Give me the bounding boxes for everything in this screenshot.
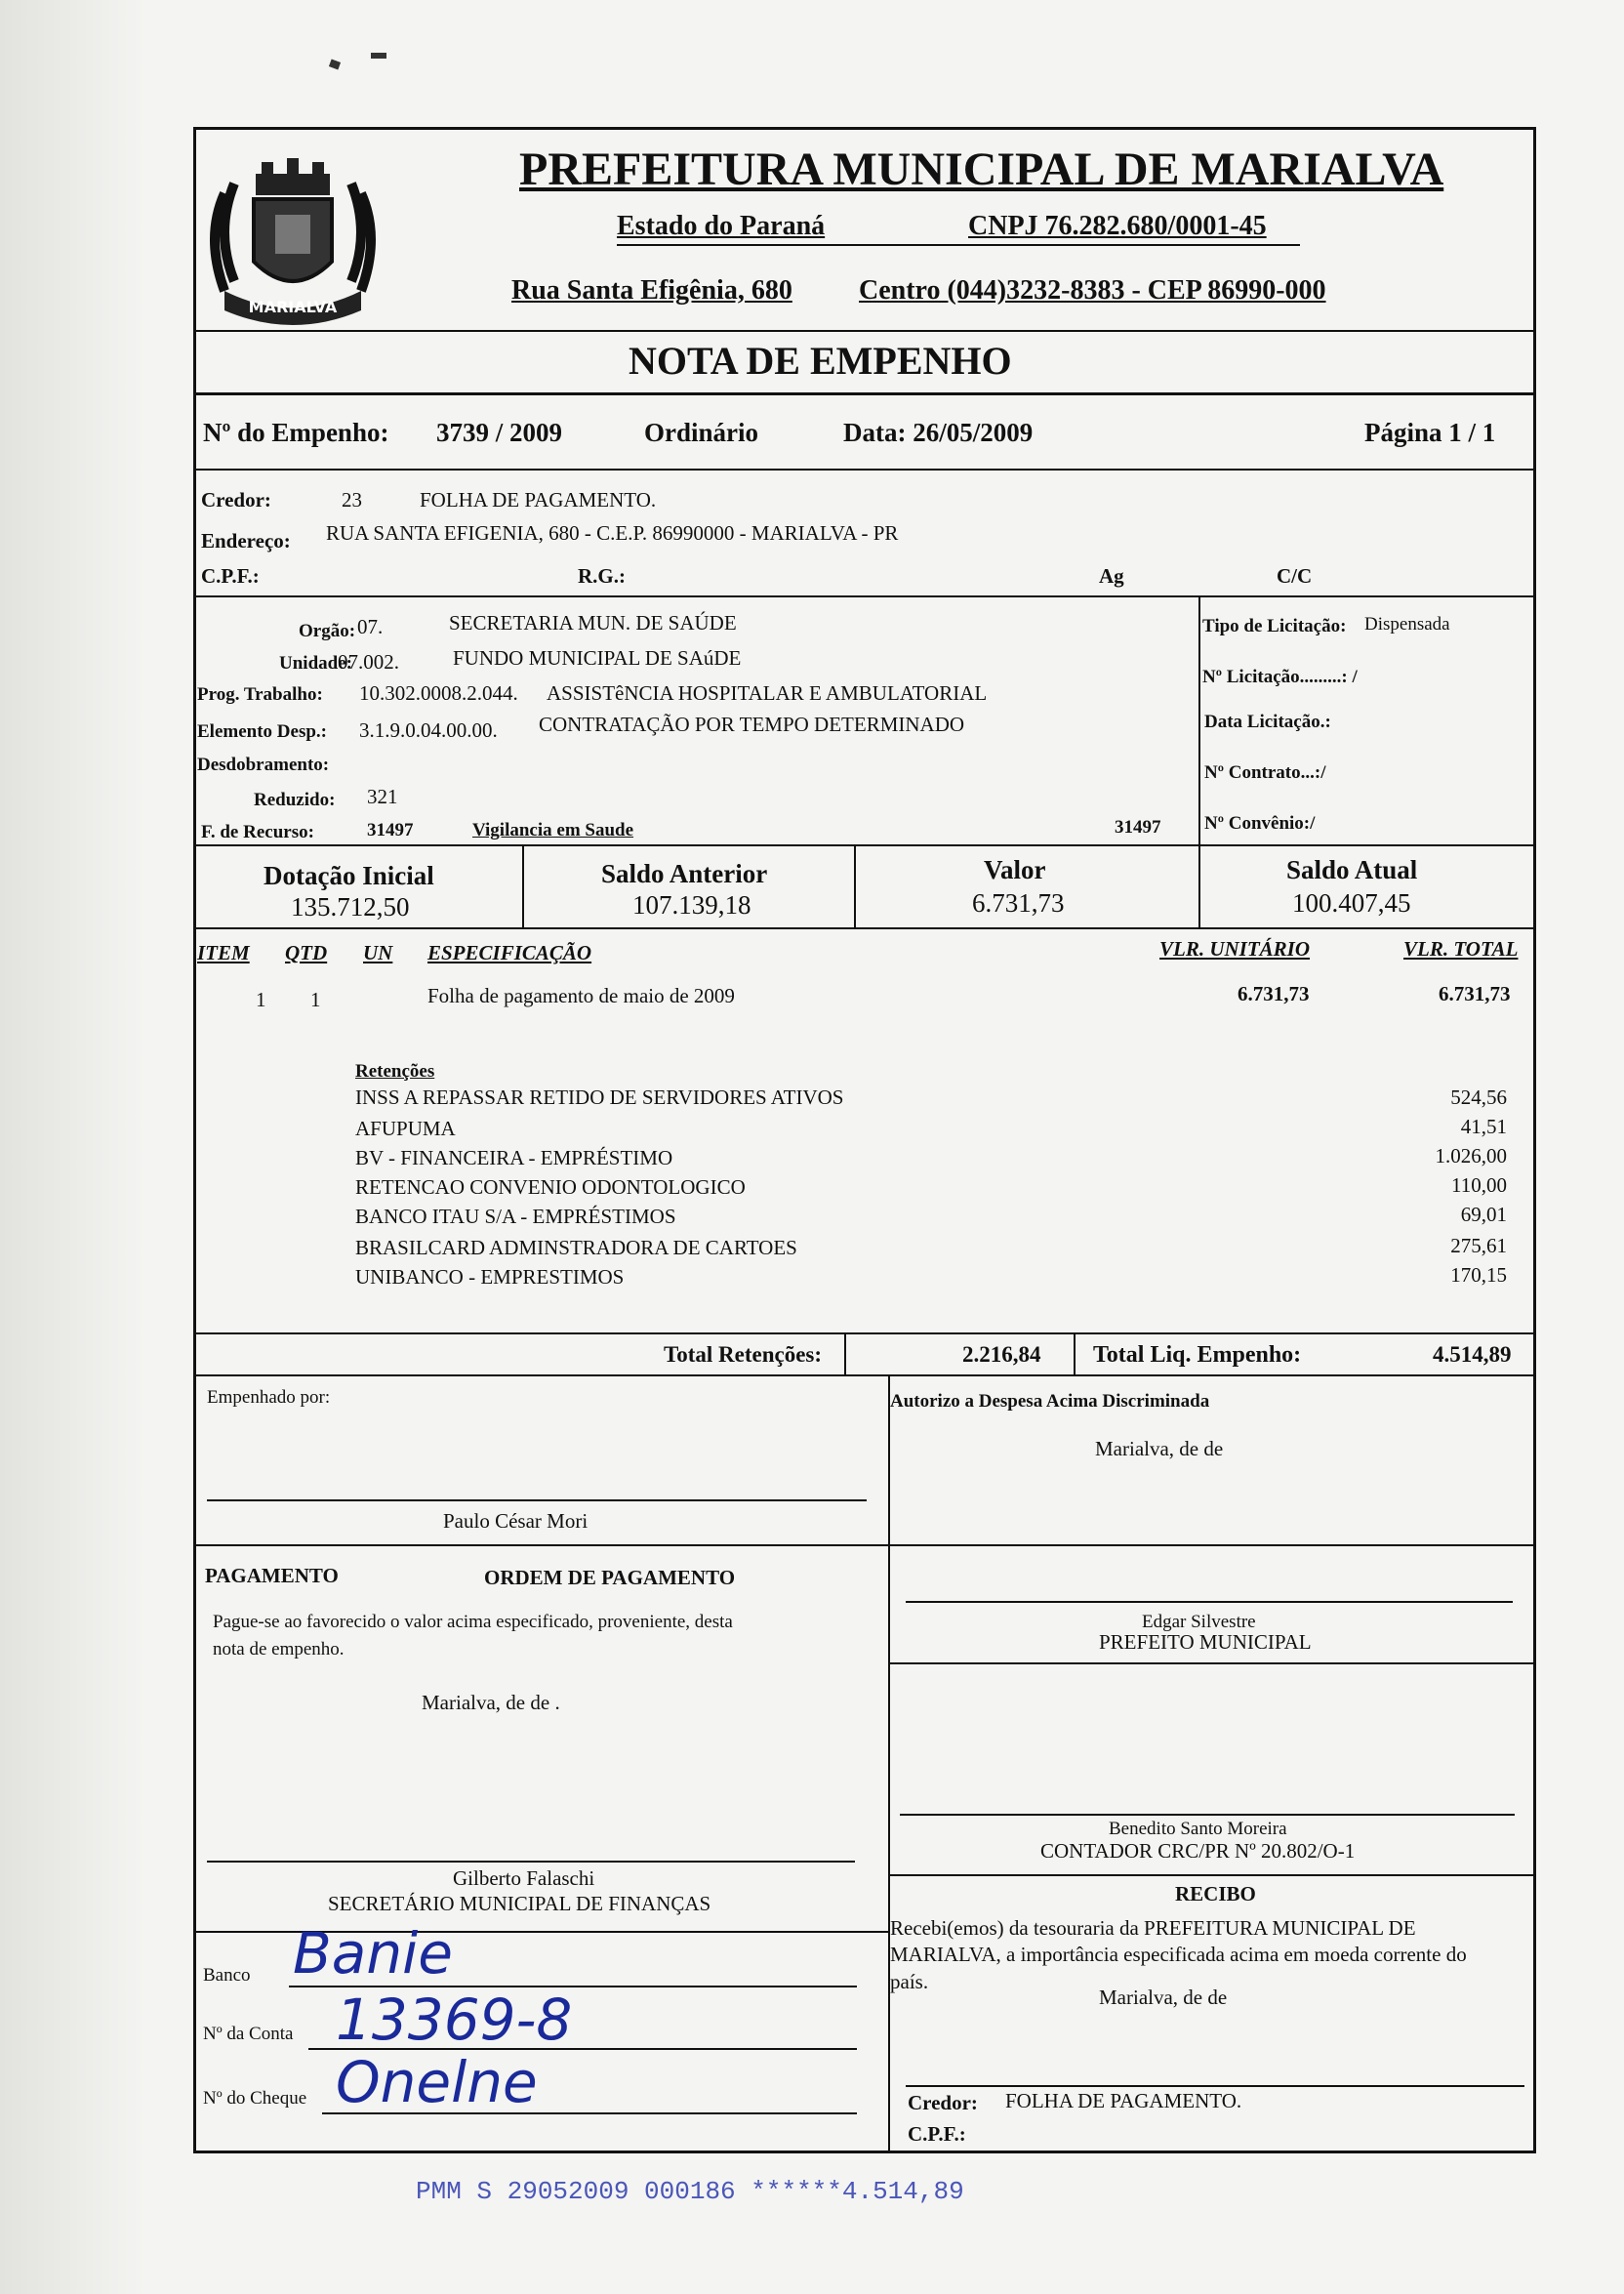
page-title: PREFEITURA MUNICIPAL DE MARIALVA (519, 143, 1444, 195)
rule (888, 1662, 1536, 1664)
payment-stamp: PMM S 29052009 000186 ******4.514,89 (416, 2177, 964, 2206)
crest-label: MARIALVA (248, 298, 338, 316)
rule (1198, 595, 1200, 844)
total-retencoes-value: 2.216,84 (962, 1342, 1041, 1367)
cnpj-label: CNPJ 76.282.680/0001-45 (968, 211, 1267, 241)
signature-line (207, 1499, 867, 1501)
rule (193, 844, 1536, 846)
total-liquido-value: 4.514,89 (1433, 1342, 1512, 1367)
rule (888, 1874, 1536, 1876)
endereco-value: RUA SANTA EFIGENIA, 680 - C.E.P. 86990000 - MARIALVA - PR (326, 521, 899, 545)
secretario-name: Gilberto Falaschi (453, 1866, 595, 1890)
retencao-desc: BV - FINANCEIRA - EMPRÉSTIMO (355, 1146, 673, 1169)
recibo-title: RECIBO (1175, 1882, 1256, 1905)
credor-code: 23 (342, 488, 362, 512)
empenho-number-label: Nº do Empenho: (203, 418, 389, 447)
autorizo-label: Autorizo a Despesa Acima Discriminada (890, 1391, 1210, 1412)
retencao-value: 41,51 (1460, 1115, 1507, 1138)
endereco-label: Endereço: (201, 529, 291, 553)
ordem-pagamento-label: ORDEM DE PAGAMENTO (484, 1566, 736, 1589)
orgao-name: SECRETARIA MUN. DE SAÚDE (449, 611, 737, 635)
col-vlr-unitario: VLR. UNITÁRIO (1159, 937, 1311, 961)
unidade-label: Unidade: (279, 653, 352, 674)
col-vlr-total: VLR. TOTAL (1403, 937, 1519, 961)
fonte-label: F. de Recurso: (201, 822, 314, 842)
data-licitacao: Data Licitação.: (1204, 712, 1331, 732)
item-qtd: 1 (310, 988, 321, 1011)
recibo-cpf-label: C.P.F.: (908, 2122, 966, 2146)
fonte-code-2: 31497 (1115, 817, 1161, 838)
total-retencoes-label: Total Retenções: (664, 1342, 823, 1367)
crest-icon (195, 144, 390, 340)
cheque-label: Nº do Cheque (203, 2088, 307, 2109)
rg-label: R.G.: (578, 564, 626, 588)
retencao-desc: BRASILCARD ADMINSTRADORA DE CARTOES (355, 1236, 797, 1259)
secretario-cargo: SECRETÁRIO MUNICIPAL DE FINANÇAS (328, 1892, 711, 1915)
fonte-name: Vigilancia em Saude (472, 820, 634, 840)
empenho-type: Ordinário (644, 418, 759, 447)
contador-cargo: CONTADOR CRC/PR Nº 20.802/O-1 (1040, 1839, 1356, 1863)
recibo-text-3: país. (890, 1970, 929, 1993)
item-unit-value: 6.731,73 (1238, 982, 1310, 1005)
contact-label: Centro (044)3232-8383 - CEP 86990-000 (859, 275, 1326, 306)
retencoes-title: Retenções (355, 1061, 435, 1082)
empenho-date: Data: 26/05/2009 (843, 418, 1034, 447)
col-item: ITEM (197, 941, 250, 964)
dotacao-inicial-value: 135.712,50 (291, 892, 410, 922)
signature-line (906, 2085, 1524, 2087)
signature-line (207, 1861, 855, 1863)
rule (844, 1332, 846, 1374)
prog-label: Prog. Trabalho: (197, 684, 323, 705)
prefeito-cargo: PREFEITO MUNICIPAL (1099, 1630, 1312, 1654)
item-number: 1 (256, 988, 266, 1011)
conta-label: Nº da Conta (203, 2024, 294, 2044)
empenho-number-value: 3739 / 2009 (436, 418, 563, 447)
scan-shadow (0, 0, 146, 2294)
prog-code: 10.302.0008.2.044. (359, 681, 518, 705)
credor-label: Credor: (201, 488, 271, 512)
conta-handwritten: 13369-8 (336, 1987, 573, 2053)
elemento-label: Elemento Desp.: (197, 721, 327, 742)
retencao-desc: BANCO ITAU S/A - EMPRÉSTIMOS (355, 1205, 676, 1228)
rule (888, 1374, 890, 2153)
item-total-value: 6.731,73 (1439, 982, 1511, 1005)
rule (193, 1374, 1536, 1376)
desdobramento-label: Desdobramento: (197, 755, 330, 775)
rule (522, 844, 524, 927)
retencao-value: 170,15 (1450, 1263, 1507, 1287)
dotacao-inicial-label: Dotação Inicial (264, 861, 434, 890)
recibo-credor-label: Credor: (908, 2091, 978, 2114)
reduzido-label: Reduzido: (254, 790, 336, 810)
pague-text-2: nota de empenho. (213, 1639, 345, 1659)
page-number: Página 1 / 1 (1364, 418, 1496, 447)
scan-mark (329, 60, 341, 70)
empenhado-por-label: Empenhado por: (207, 1387, 331, 1408)
elemento-name: CONTRATAÇÃO POR TEMPO DETERMINADO (539, 713, 965, 736)
retencao-value: 275,61 (1450, 1234, 1507, 1257)
prog-name: ASSISTêNCIA HOSPITALAR E AMBULATORIAL (547, 681, 988, 705)
rule (193, 330, 1536, 332)
scan-mark (371, 53, 386, 59)
recibo-text-2: MARIALVA, a importância especificada acima em moeda corrente do (890, 1943, 1467, 1966)
empenhado-por-name: Paulo César Mori (443, 1509, 589, 1533)
saldo-anterior-label: Saldo Anterior (601, 859, 768, 888)
valor-label: Valor (984, 855, 1046, 884)
rule (1074, 1332, 1076, 1374)
retencao-desc: RETENCAO CONVENIO ODONTOLOGICO (355, 1175, 746, 1199)
cheque-handwritten: Onelne (336, 2049, 538, 2115)
recibo-text-1: Recebi(emos) da tesouraria da PREFEITURA MUNICIPAL DE (890, 1916, 1416, 1940)
rule (617, 244, 1300, 246)
rule (854, 844, 856, 927)
pagamento-date: Marialva, de de . (422, 1691, 560, 1714)
doc-title: NOTA DE EMPENHO (629, 339, 1012, 383)
retencao-desc: AFUPUMA (355, 1117, 456, 1140)
recibo-credor-value: FOLHA DE PAGAMENTO. (1005, 2089, 1242, 2112)
pague-text-1: Pague-se ao favorecido o valor acima especificado, proveniente, desta (213, 1612, 733, 1632)
rule (193, 927, 1536, 929)
signature-line (906, 1601, 1513, 1603)
rule (193, 1544, 1536, 1546)
valor-value: 6.731,73 (972, 888, 1065, 918)
address-label: Rua Santa Efigênia, 680 (511, 275, 792, 306)
reduzido-value: 321 (367, 785, 398, 808)
orgao-label: Orgão: (299, 621, 356, 641)
form-line (322, 2112, 857, 2114)
rule (193, 595, 1536, 597)
banco-label: Banco (203, 1965, 251, 1986)
retencao-desc: UNIBANCO - EMPRESTIMOS (355, 1265, 625, 1289)
unidade-name: FUNDO MUNICIPAL DE SAúDE (453, 646, 742, 670)
tipo-licitacao-value: Dispensada (1364, 614, 1450, 635)
rule (193, 1332, 1536, 1334)
fonte-code: 31497 (367, 820, 414, 840)
tipo-licitacao-label: Tipo de Licitação: (1202, 616, 1347, 636)
col-qtd: QTD (285, 941, 328, 964)
rule (193, 469, 1536, 471)
credor-name: FOLHA DE PAGAMENTO. (420, 488, 657, 512)
unidade-code: 07.002. (338, 650, 399, 674)
pagamento-label: PAGAMENTO (205, 1564, 339, 1587)
num-convenio: Nº Convênio:/ (1204, 813, 1316, 834)
col-especificacao: ESPECIFICAÇÃO (427, 941, 592, 964)
autorizo-date: Marialva, de de (1095, 1437, 1224, 1460)
contador-name: Benedito Santo Moreira (1109, 1819, 1287, 1839)
state-label: Estado do Paraná (617, 211, 826, 241)
retencao-value: 524,56 (1450, 1086, 1507, 1109)
orgao-code: 07. (357, 615, 384, 638)
retencao-value: 110,00 (1451, 1173, 1507, 1197)
retencao-desc: INSS A REPASSAR RETIDO DE SERVIDORES ATIVOS (355, 1086, 844, 1109)
rule (193, 392, 1536, 395)
recibo-date: Marialva, de de (1099, 1986, 1228, 2009)
retencao-value: 69,01 (1460, 1203, 1507, 1226)
cpf-label: C.P.F.: (201, 564, 260, 588)
cc-label: C/C (1277, 564, 1313, 588)
prefeito-name: Edgar Silvestre (1142, 1612, 1256, 1632)
num-licitacao: Nº Licitação.........: / (1202, 667, 1358, 687)
item-description: Folha de pagamento de maio de 2009 (427, 984, 735, 1007)
saldo-atual-label: Saldo Atual (1286, 855, 1418, 884)
banco-handwritten: Banie (293, 1920, 453, 1987)
retencao-value: 1.026,00 (1435, 1144, 1507, 1167)
ag-label: Ag (1099, 564, 1124, 588)
signature-line (900, 1814, 1515, 1816)
saldo-atual-value: 100.407,45 (1292, 888, 1411, 918)
num-contrato: Nº Contrato...:/ (1204, 762, 1326, 783)
col-un: UN (363, 941, 393, 964)
total-liquido-label: Total Liq. Empenho: (1093, 1342, 1302, 1368)
rule (1198, 844, 1200, 927)
elemento-code: 3.1.9.0.04.00.00. (359, 718, 498, 742)
saldo-anterior-value: 107.139,18 (632, 890, 751, 920)
